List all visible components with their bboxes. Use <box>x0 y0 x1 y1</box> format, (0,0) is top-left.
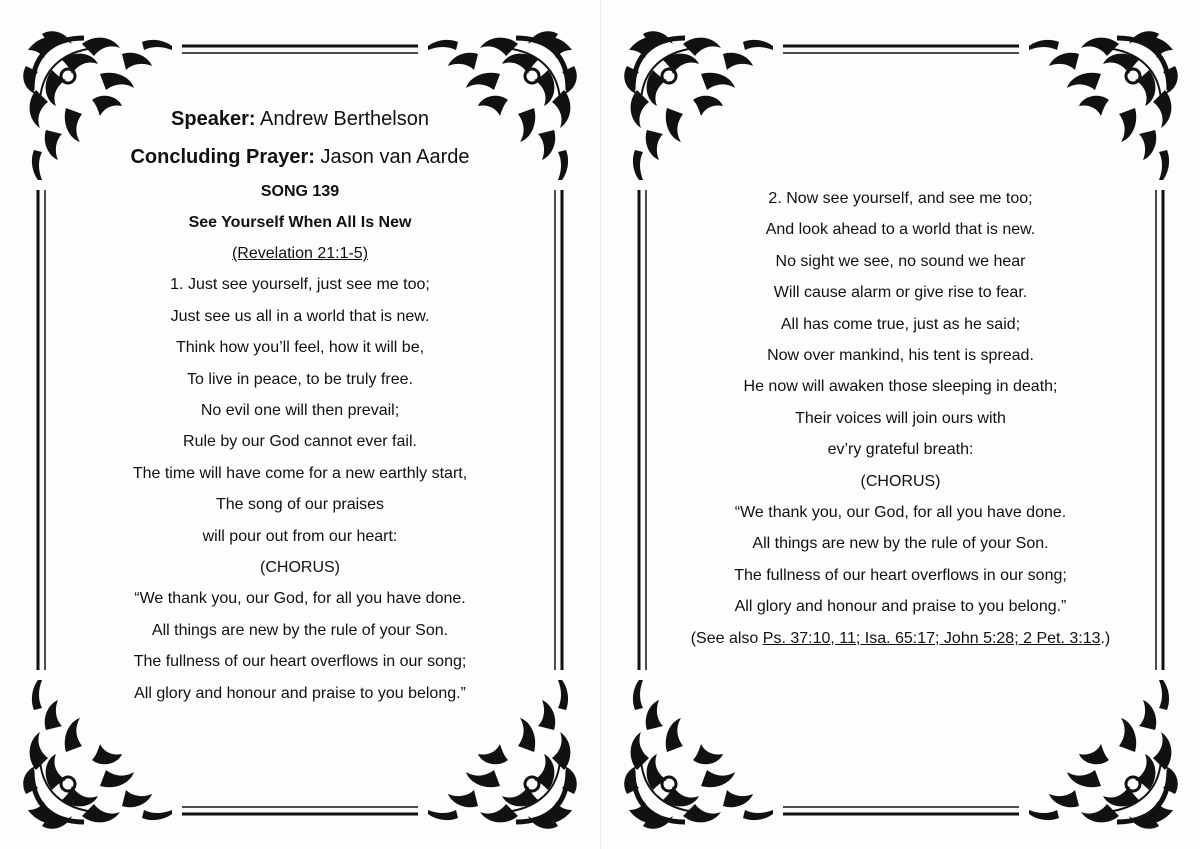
speaker-line <box>60 100 540 138</box>
lyric-line: Think how you’ll feel, how it will be, <box>175 339 425 357</box>
lyric-line: And look ahead to a world that is new. <box>765 221 1036 239</box>
lyric-line: “We thank you, our God, for all you have done. <box>734 504 1067 522</box>
see-also-line <box>661 623 1140 654</box>
lyric-line: ev’ry grateful breath: <box>827 441 974 459</box>
speaker-name: Andrew Berthelson <box>259 108 429 130</box>
scripture-reference[interactable]: (Revelation 21:1-5) <box>231 245 369 262</box>
lyric-line: The time will have come for a new earthly start, <box>132 464 468 482</box>
song-number: SONG 139 <box>260 183 340 200</box>
prayer-line <box>60 138 540 176</box>
lyric-line: To live in peace, to be truly free. <box>187 370 413 388</box>
lyric-line: The fullness of our heart overflows in our song; <box>133 653 467 671</box>
lyric-line: Just see us all in a world that is new. <box>170 307 430 325</box>
see-also-suffix: .) <box>1100 629 1111 647</box>
lyric-line: “We thank you, our God, for all you have done. <box>134 590 466 608</box>
lyric-line: All glory and honour and praise to you belong.” <box>134 684 466 702</box>
lyric-line: (CHORUS) <box>260 559 340 577</box>
song-title: See Yourself When All Is New <box>188 214 412 231</box>
right-page <box>600 0 1200 849</box>
see-also-prefix: (See also <box>690 629 763 647</box>
lyric-line: The song of our praises <box>215 496 385 514</box>
lyric-line: Rule by our God cannot ever fail. <box>183 433 417 451</box>
verse-one-lyrics <box>60 269 540 709</box>
lyric-line: All things are new by the rule of your Son. <box>151 621 449 639</box>
prayer-label: Concluding Prayer: <box>130 146 315 168</box>
lyric-line: will pour out from our heart: <box>202 527 398 545</box>
lyric-line: Will cause alarm or give rise to fear. <box>773 284 1028 302</box>
left-page-content <box>60 100 540 709</box>
right-page-content <box>661 183 1140 654</box>
lyric-line: No evil one will then prevail; <box>200 402 400 420</box>
lyric-line: 1. Just see yourself, just see me too; <box>170 276 430 294</box>
lyric-line: All glory and honour and praise to you belong.” <box>734 598 1067 616</box>
lyric-line: All has come true, just as he said; <box>780 315 1021 333</box>
lyric-line: (CHORUS) <box>860 472 941 490</box>
verse-two-lyrics <box>661 183 1140 623</box>
lyric-line: No sight we see, no sound we hear <box>775 252 1026 270</box>
lyric-line: The fullness of our heart overflows in our song; <box>734 566 1067 584</box>
lyric-line: Now over mankind, his tent is spread. <box>767 347 1034 365</box>
prayer-name: Jason van Aarde <box>320 146 470 168</box>
lyric-line: All things are new by the rule of your Son. <box>752 535 1049 553</box>
speaker-label: Speaker: <box>171 108 256 130</box>
see-also-references[interactable]: Ps. 37:10, 11; Isa. 65:17; John 5:28; 2 Pet. 3:13 <box>762 629 1101 647</box>
lyric-line: Their voices will join ours with <box>795 409 1006 427</box>
lyric-line: He now will awaken those sleeping in death; <box>743 378 1058 396</box>
lyric-line: 2. Now see yourself, and see me too; <box>768 190 1033 207</box>
